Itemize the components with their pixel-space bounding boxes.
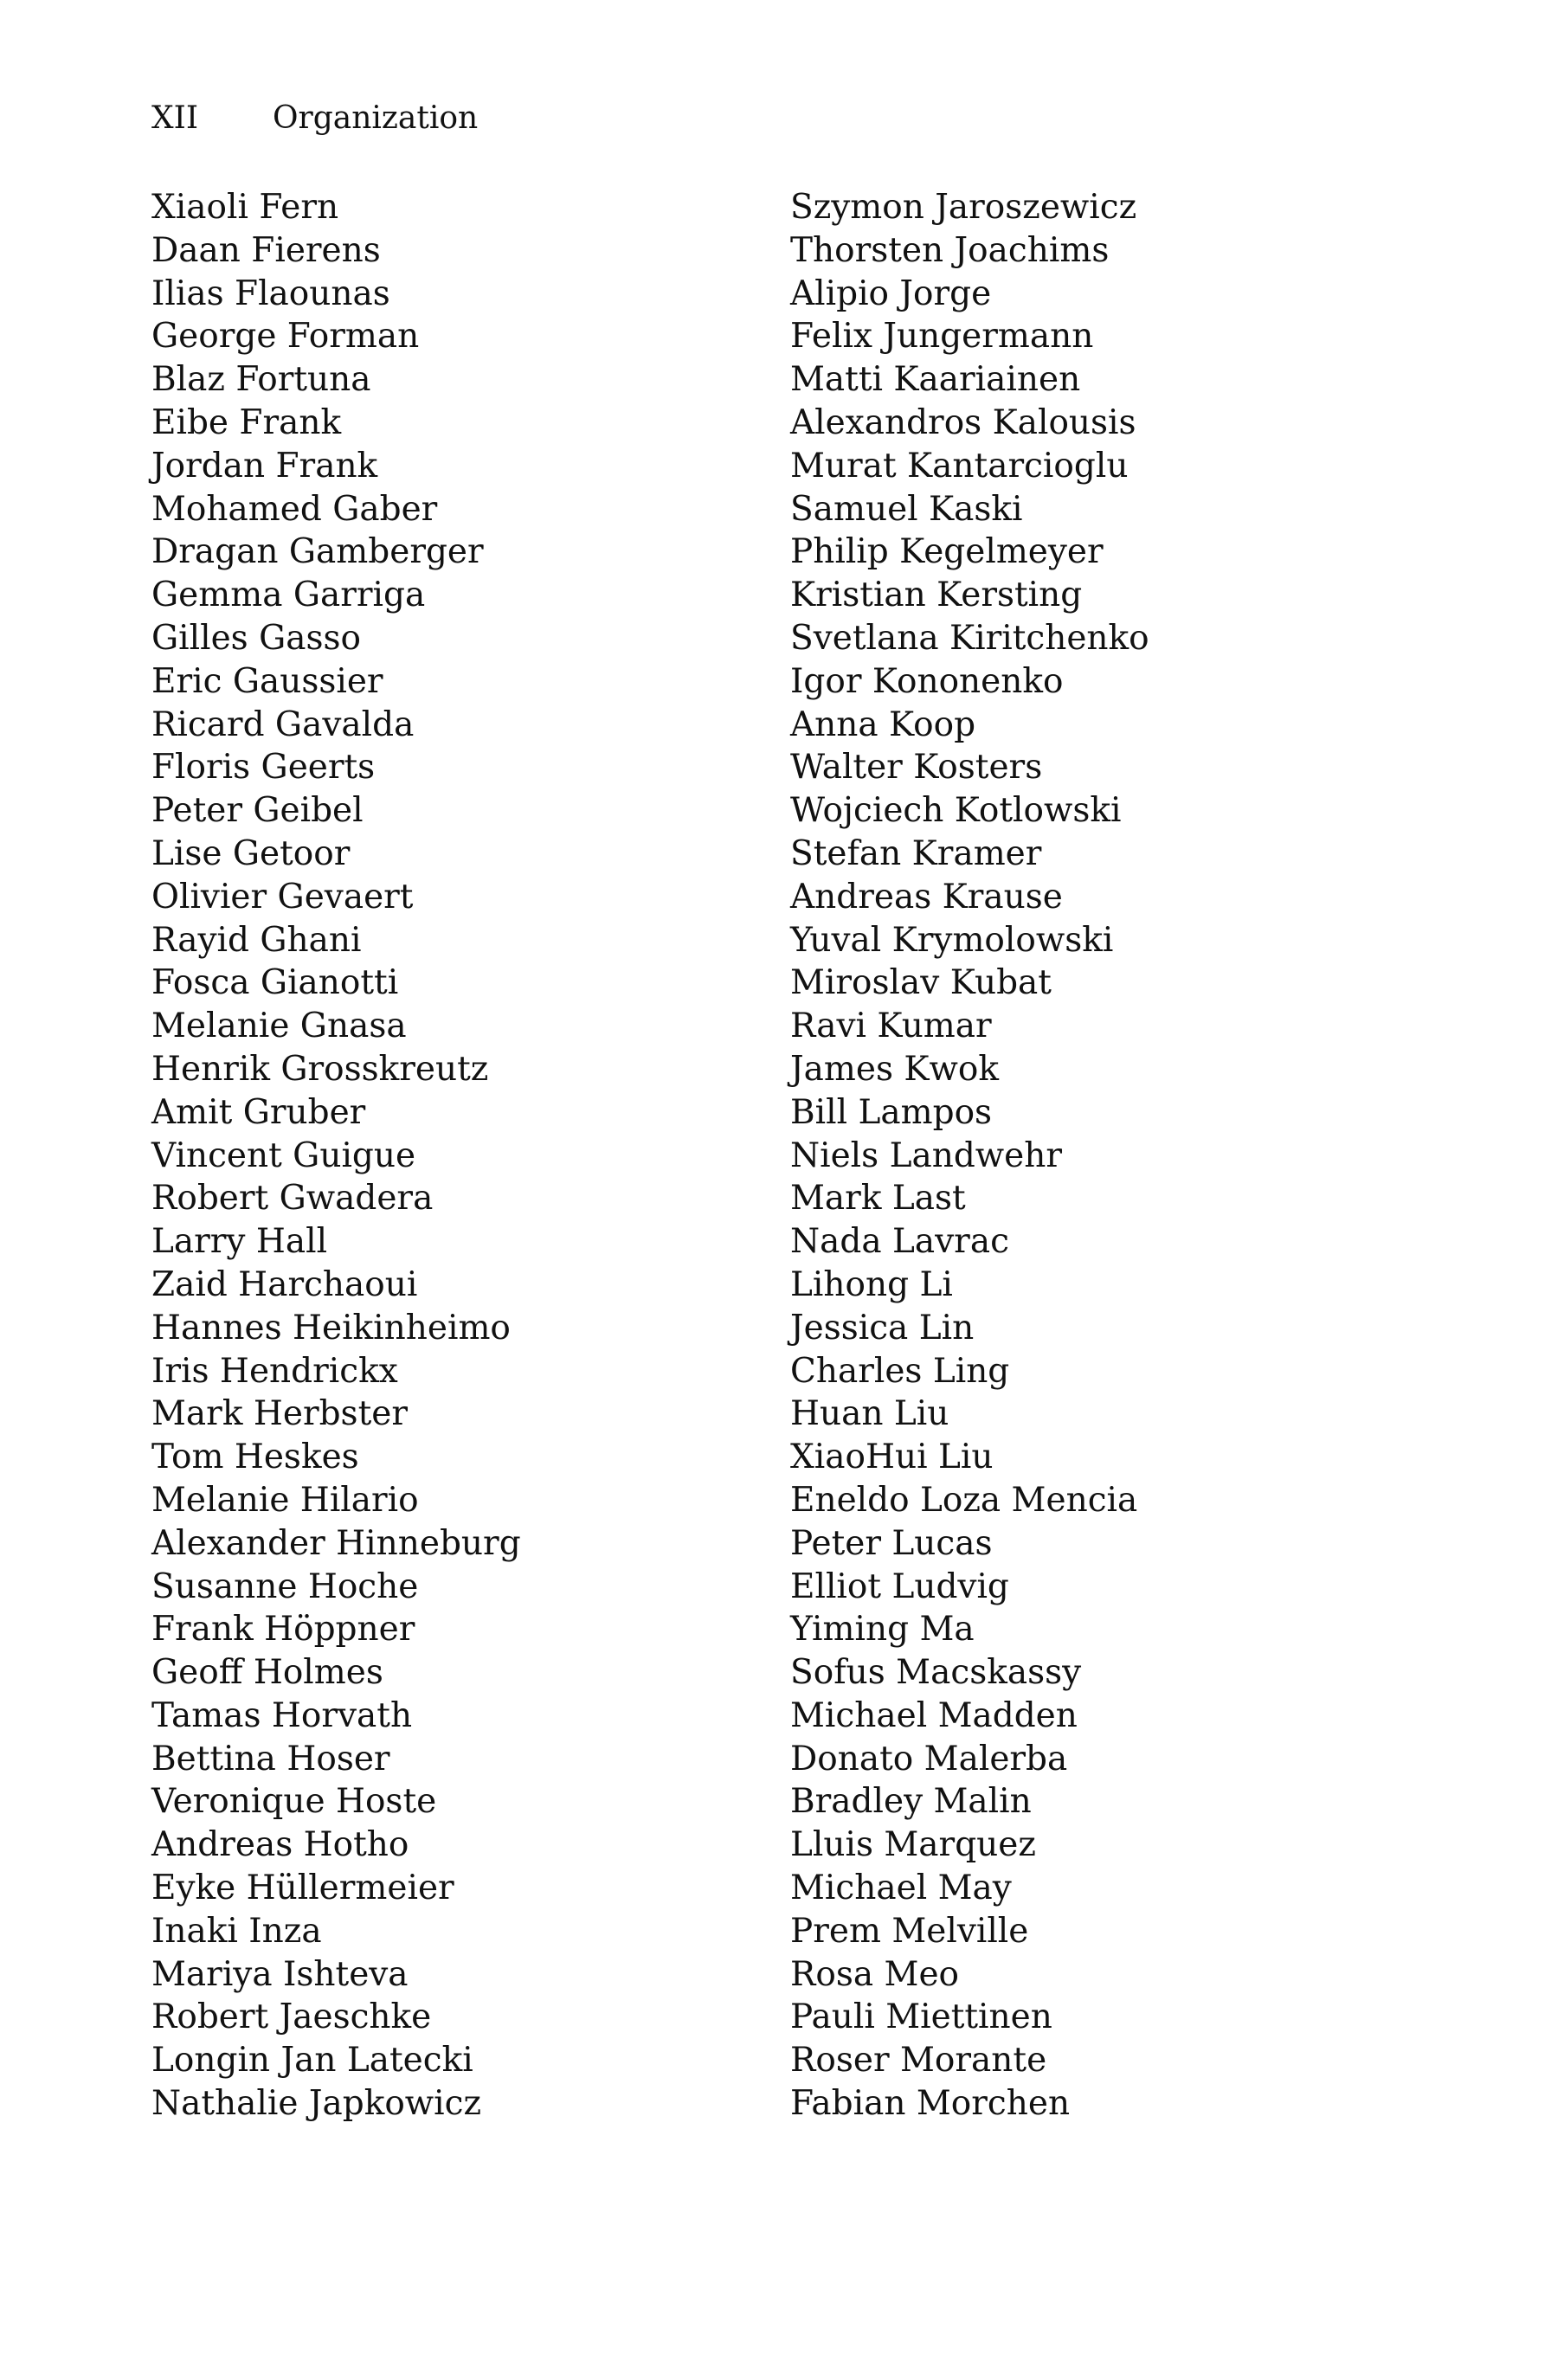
person-name: Frank Höppner — [151, 1610, 415, 1650]
person-name: Geoff Holmes — [151, 1653, 383, 1693]
person-name: Ravi Kumar — [790, 1007, 992, 1046]
person-name: Bettina Hoser — [151, 1739, 390, 1779]
person-name: Alexandros Kalousis — [790, 402, 1136, 442]
left-name-column — [151, 186, 521, 2126]
person-name: Rosa Meo — [790, 1954, 959, 1994]
person-name: Huan Liu — [790, 1394, 949, 1434]
person-name: Melanie Gnasa — [151, 1007, 407, 1046]
person-name: Gilles Gasso — [151, 618, 361, 658]
person-name: Eneldo Loza Mencia — [790, 1480, 1138, 1520]
person-name: Dragan Gamberger — [151, 532, 484, 572]
person-name: Andreas Hotho — [151, 1825, 409, 1865]
person-name: Rayid Ghani — [151, 920, 362, 960]
person-name: Robert Gwadera — [151, 1179, 434, 1219]
person-name: Alexander Hinneburg — [151, 1523, 521, 1563]
person-name: Niels Landwehr — [790, 1135, 1063, 1175]
person-name: Floris Geerts — [151, 748, 376, 788]
person-name: Walter Kosters — [790, 748, 1043, 788]
person-name: Longin Jan Latecki — [151, 2041, 473, 2081]
person-name: Bill Lampos — [790, 1092, 993, 1132]
person-name: Fosca Gianotti — [151, 963, 399, 1003]
person-name: Svetlana Kiritchenko — [790, 618, 1149, 658]
person-name: Gemma Garriga — [151, 576, 426, 615]
running-head — [151, 97, 478, 140]
person-name: Thorsten Joachims — [790, 230, 1110, 270]
person-name: Mariya Ishteva — [151, 1954, 409, 1994]
person-name: Pauli Miettinen — [790, 1997, 1052, 2037]
person-name: Matti Kaariainen — [790, 360, 1081, 400]
person-name: XiaoHui Liu — [790, 1438, 994, 1477]
person-name: Lluis Marquez — [790, 1825, 1036, 1865]
person-name: Mark Herbster — [151, 1394, 408, 1434]
person-name: Jessica Lin — [790, 1308, 975, 1348]
person-name: Michael Madden — [790, 1695, 1078, 1735]
person-name: Robert Jaeschke — [151, 1997, 432, 2037]
person-name: Szymon Jaroszewicz — [790, 188, 1137, 227]
person-name: Donato Malerba — [790, 1739, 1068, 1779]
person-name: Elliot Ludvig — [790, 1566, 1009, 1606]
person-name: Nada Lavrac — [790, 1222, 1009, 1262]
person-name: Jordan Frank — [151, 446, 378, 486]
person-name: Susanne Hoche — [151, 1566, 419, 1606]
person-name: Fabian Morchen — [790, 2084, 1071, 2124]
person-name: Veronique Hoste — [151, 1782, 437, 1822]
person-name: Lihong Li — [790, 1264, 953, 1304]
person-name: Yiming Ma — [790, 1610, 975, 1650]
person-name: Zaid Harchaoui — [151, 1264, 418, 1304]
person-name: Peter Lucas — [790, 1523, 993, 1563]
person-name: Peter Geibel — [151, 791, 364, 831]
person-name: Blaz Fortuna — [151, 360, 371, 400]
person-name: Charles Ling — [790, 1351, 1010, 1391]
person-name: Igor Kononenko — [790, 661, 1064, 701]
page-number: XII — [151, 100, 199, 136]
person-name: Daan Fierens — [151, 230, 381, 270]
person-name: Samuel Kaski — [790, 489, 1023, 529]
person-name: Felix Jungermann — [790, 317, 1094, 357]
person-name: Wojciech Kotlowski — [790, 791, 1122, 831]
person-name: Henrik Grosskreutz — [151, 1049, 489, 1089]
person-name: Vincent Guigue — [151, 1135, 416, 1175]
person-name: Ricard Gavalda — [151, 704, 415, 744]
person-name: Melanie Hilario — [151, 1480, 419, 1520]
person-name: Ilias Flaounas — [151, 273, 390, 313]
right-name-column — [790, 186, 1149, 2126]
person-name: Kristian Kersting — [790, 576, 1083, 615]
person-name: Tom Heskes — [151, 1438, 359, 1477]
person-name: Yuval Krymolowski — [790, 920, 1114, 960]
person-name: Stefan Kramer — [790, 833, 1042, 873]
person-name: Larry Hall — [151, 1222, 328, 1262]
person-name: Hannes Heikinheimo — [151, 1308, 511, 1348]
person-name: Eric Gaussier — [151, 661, 383, 701]
person-name: Olivier Gevaert — [151, 877, 414, 917]
person-name: Lise Getoor — [151, 833, 351, 873]
section-title: Organization — [273, 100, 479, 136]
person-name: George Forman — [151, 317, 420, 357]
person-name: Sofus Macskassy — [790, 1653, 1082, 1693]
person-name: Andreas Krause — [790, 877, 1063, 917]
person-name: James Kwok — [790, 1049, 999, 1089]
person-name: Philip Kegelmeyer — [790, 532, 1104, 572]
person-name: Tamas Horvath — [151, 1695, 413, 1735]
person-name: Anna Koop — [790, 704, 976, 744]
person-name: Eyke Hüllermeier — [151, 1869, 454, 1908]
person-name: Nathalie Japkowicz — [151, 2084, 482, 2124]
person-name: Roser Morante — [790, 2041, 1047, 2081]
person-name: Xiaoli Fern — [151, 188, 339, 227]
person-name: Mark Last — [790, 1179, 966, 1219]
person-name: Michael May — [790, 1869, 1012, 1908]
person-name: Eibe Frank — [151, 402, 342, 442]
person-name: Prem Melville — [790, 1911, 1029, 1951]
person-name: Murat Kantarcioglu — [790, 446, 1129, 486]
person-name: Inaki Inza — [151, 1911, 322, 1951]
person-name: Iris Hendrickx — [151, 1351, 398, 1391]
person-name: Bradley Malin — [790, 1782, 1032, 1822]
person-name: Mohamed Gaber — [151, 489, 438, 529]
person-name: Miroslav Kubat — [790, 963, 1052, 1003]
person-name: Amit Gruber — [151, 1092, 366, 1132]
person-name: Alipio Jorge — [790, 273, 992, 313]
